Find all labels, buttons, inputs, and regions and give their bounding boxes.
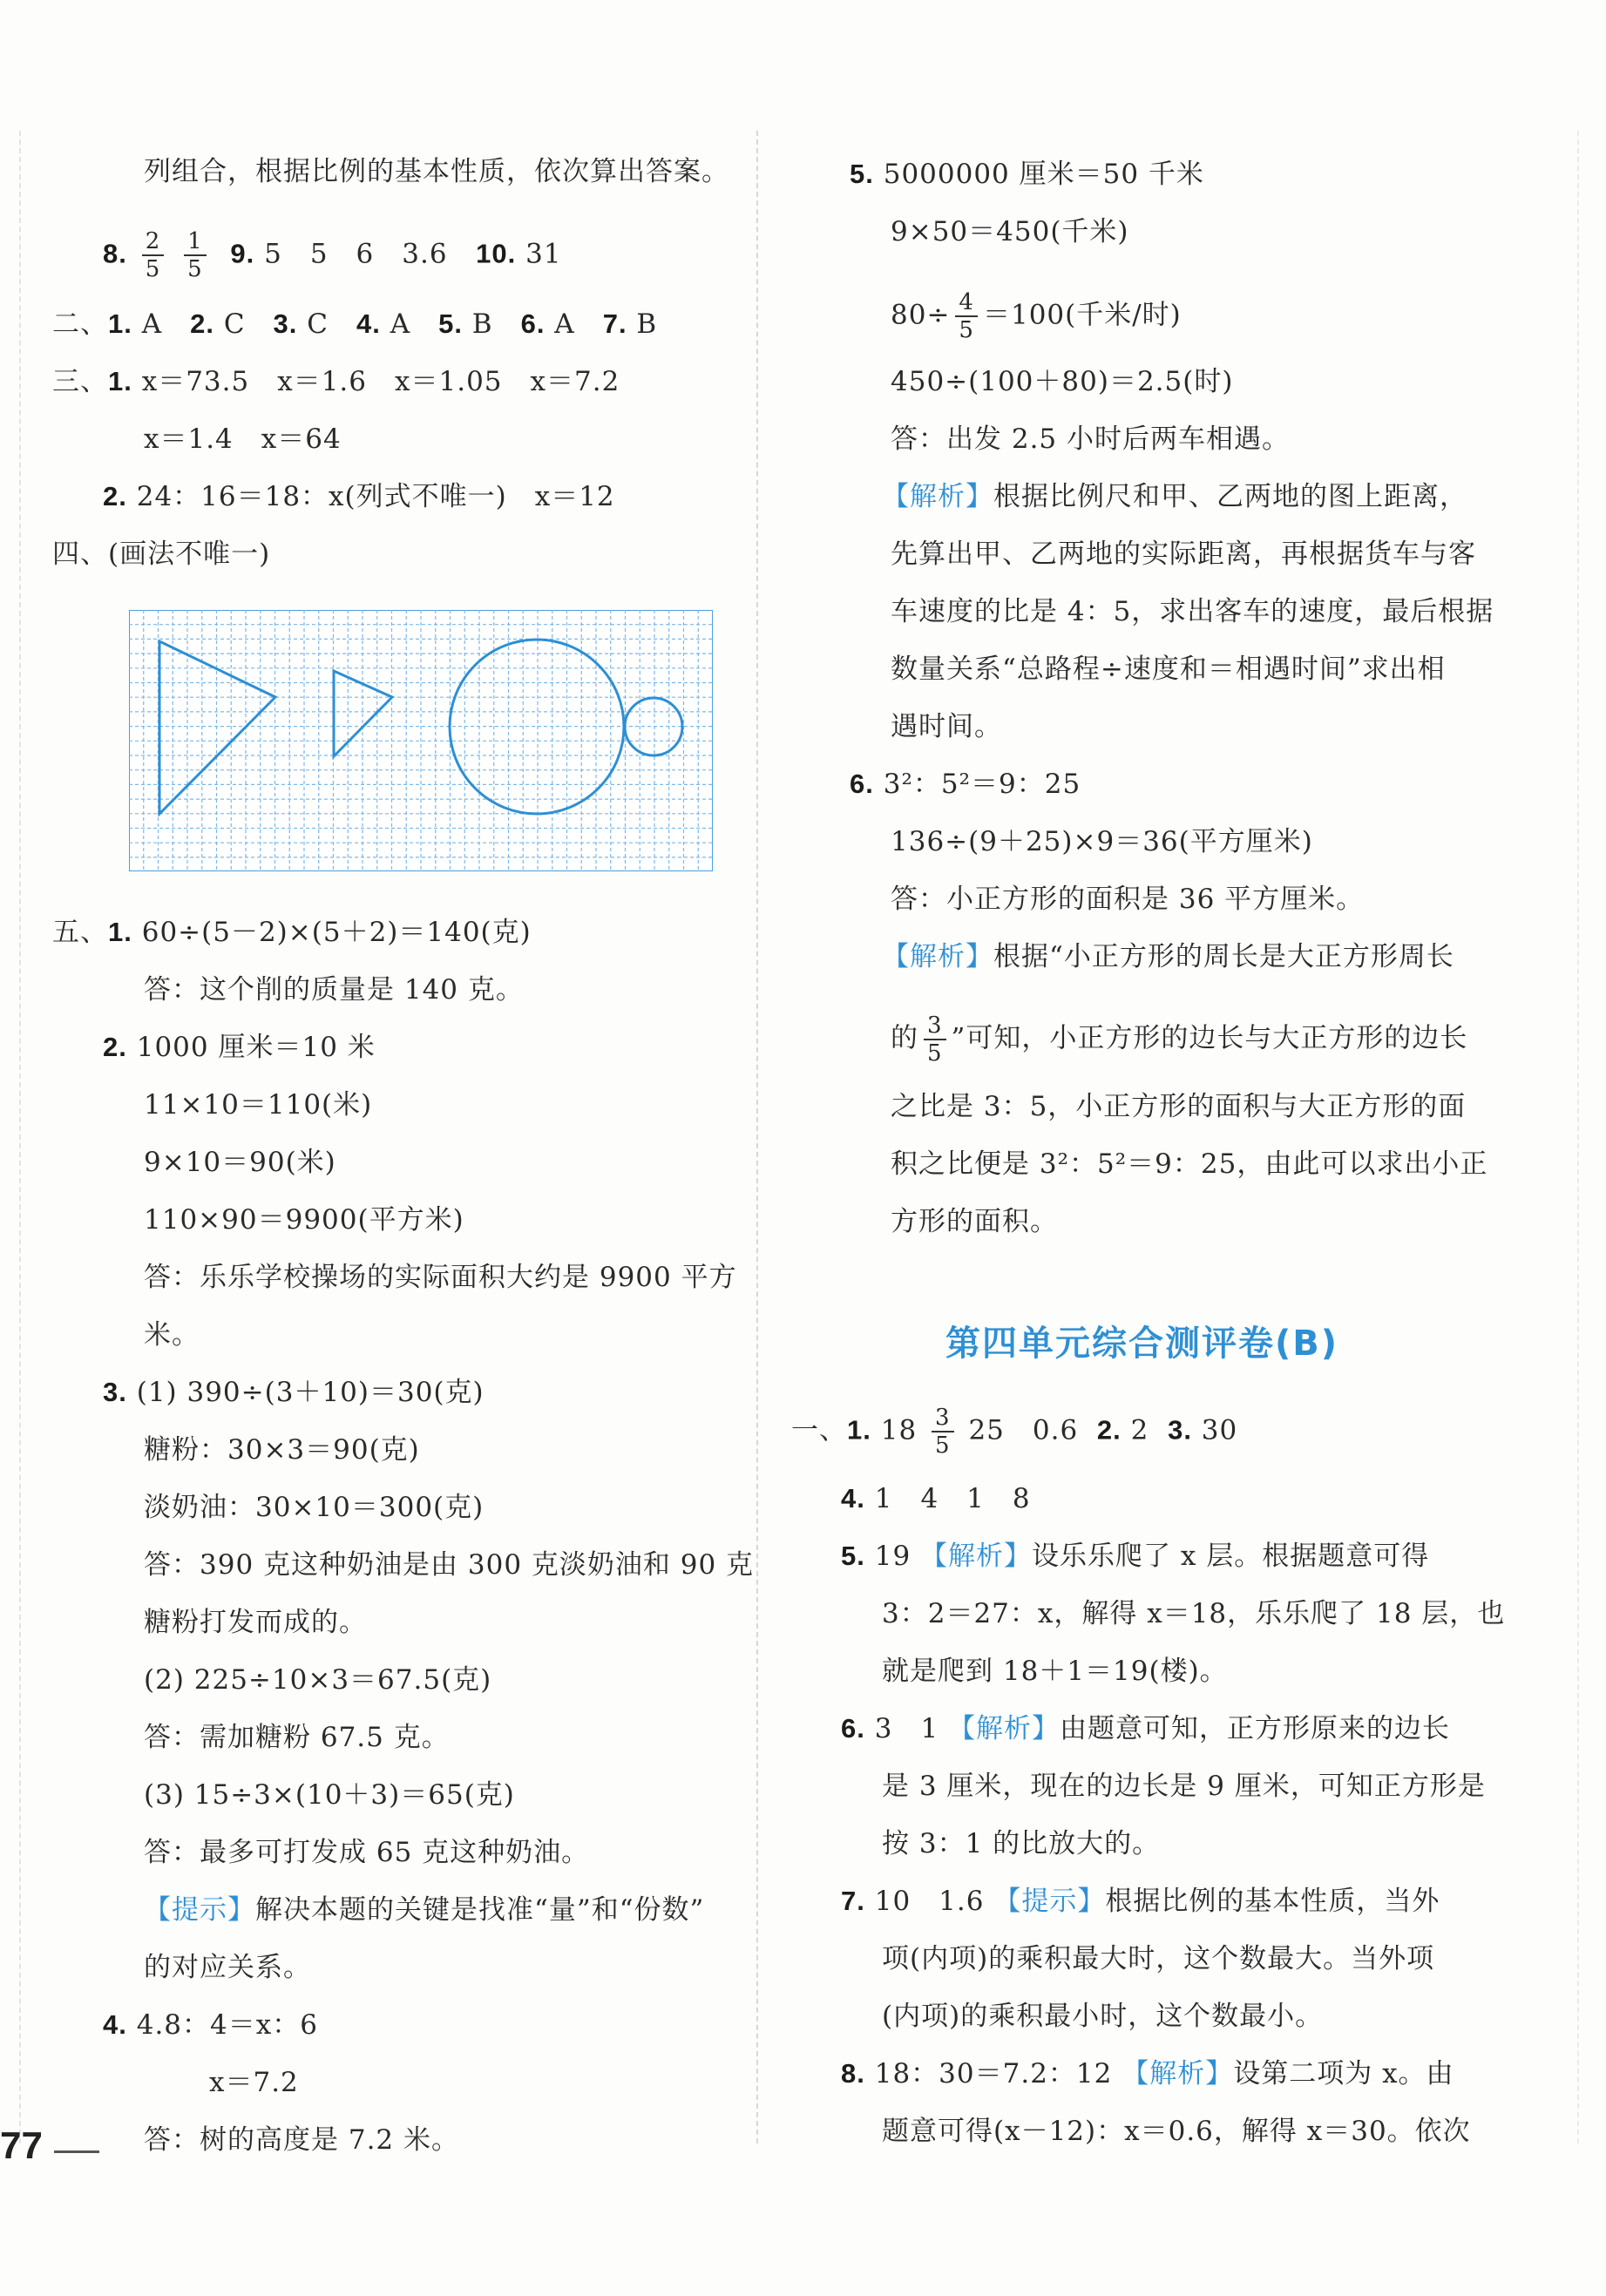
question-number: 4. xyxy=(841,1483,865,1514)
text-line: (3) 15÷3×(10＋3)＝65(克) xyxy=(144,1779,515,1811)
text-line: 答：小正方形的面积是 36 平方厘米。 xyxy=(891,884,1365,915)
answer-value: 4.8：4＝x：6 xyxy=(136,2009,318,2041)
question-number: 6. xyxy=(841,1713,865,1744)
q5-fraction-line: 80÷ $\frac{4}{5}$ ＝100(千米/时) xyxy=(891,289,1182,343)
analysis-line: 【解析】根据比例尺和甲、乙两地的图上距离， xyxy=(882,481,1467,512)
answer-value: 1000 厘米＝10 米 xyxy=(136,1032,376,1063)
section-5-q1 xyxy=(52,915,532,950)
text-line: 糖粉打发而成的。 xyxy=(144,1607,367,1638)
text-line: 9×50＝450(千米) xyxy=(891,216,1129,247)
analysis-tag: 【解析】 xyxy=(882,481,993,512)
text-line: 糖粉：30×3＝90(克) xyxy=(144,1434,420,1466)
text-line: 是 3 厘米，现在的边长是 9 厘米，可知正方形是 xyxy=(882,1771,1486,1802)
text-line: 答：树的高度是 7.2 米。 xyxy=(144,2124,460,2156)
section-3-q1 xyxy=(52,364,620,399)
answer-value: (1) 390÷(3＋10)＝30(克) xyxy=(136,1377,485,1408)
text-line: 淡奶油：30×10＝300(克) xyxy=(144,1492,485,1523)
question-number: 7. xyxy=(602,308,627,339)
choice-answer: C xyxy=(213,308,274,340)
section-5-q2 xyxy=(103,1030,376,1065)
choice-answer: B xyxy=(627,308,686,340)
fraction: $\frac{3}{5}$ xyxy=(924,1013,946,1067)
analysis-tag: 【解析】 xyxy=(1121,2058,1234,2089)
q6-line: 6. 3²：5²＝9：25 xyxy=(850,769,1081,800)
text-line: 米。 xyxy=(144,1319,200,1351)
choice-answer: B xyxy=(462,308,521,340)
question-number: 2. xyxy=(190,308,214,339)
text-line: 方形的面积。 xyxy=(891,1206,1058,1237)
text-line: x＝7.2 xyxy=(209,2067,299,2098)
text-line: 答：乐乐学校操场的实际面积大约是 9900 平方 xyxy=(144,1262,737,1293)
text-line: 的对应关系。 xyxy=(144,1952,311,1983)
grid-drawing xyxy=(129,610,713,871)
b-q6-line: 6. 3 1 【解析】由题意可知，正方形原来的边长 xyxy=(841,1713,1451,1744)
question-number: 3. xyxy=(273,308,298,339)
tip-line: 【提示】解决本题的关键是找准“量”和“份数” xyxy=(144,1894,705,1926)
choice-answer: A xyxy=(545,308,603,340)
question-number: 4. xyxy=(356,308,381,339)
text-line: 答：这个削的质量是 140 克。 xyxy=(144,974,524,1006)
b-q5-line: 5. 19 【解析】设乐乐爬了 x 层。根据题意可得 xyxy=(841,1541,1430,1572)
section-5-q4 xyxy=(103,2008,318,2042)
text-line: (内项)的乘积最小时，这个数最小。 xyxy=(882,2001,1324,2032)
text-line: 11×10＝110(米) xyxy=(144,1089,373,1121)
text-line: 按 3：1 的比放大的。 xyxy=(882,1828,1161,1859)
section-label: 三、 xyxy=(52,366,108,397)
question-number: 2. xyxy=(103,1032,127,1062)
choice-list xyxy=(108,308,685,340)
b-q4-line: 4. 1 4 1 8 xyxy=(841,1483,1031,1514)
text-line: 车速度的比是 4：5，求出客车的速度，最后根据 xyxy=(891,596,1494,627)
question-number: 6. xyxy=(850,769,874,799)
text-line: 项(内项)的乘积最大时，这个数最大。当外项 xyxy=(882,1943,1435,1974)
text-line: 遇时间。 xyxy=(891,711,1002,742)
answer-value: 31 xyxy=(525,238,562,270)
analysis-tag: 【解析】 xyxy=(882,941,993,972)
text-line: 列组合，根据比例的基本性质，依次算出答案。 xyxy=(144,156,729,187)
fraction: $\frac{4}{5}$ xyxy=(955,289,978,343)
question-number: 1. xyxy=(108,308,132,339)
text-line: 450÷(100＋80)＝2.5(时) xyxy=(891,366,1234,397)
text-line: 3：2＝27：x，解得 x＝18，乐乐爬了 18 层，也 xyxy=(882,1598,1506,1629)
grid-lines xyxy=(129,610,713,871)
question-number: 8. xyxy=(103,238,127,269)
analysis-tag: 【解析】 xyxy=(948,1713,1061,1744)
text-line: 先算出甲、乙两地的实际距离，再根据货车与客 xyxy=(891,538,1476,570)
text-line: 答：390 克这种奶油是由 300 克淡奶油和 90 克 xyxy=(144,1549,755,1581)
question-number: 3. xyxy=(1168,1414,1192,1446)
column-divider xyxy=(756,131,758,2144)
section-4-label: 四、(画法不唯一) xyxy=(52,538,271,570)
fraction: $\frac{1}{5}$ xyxy=(184,228,207,282)
section-2-answers xyxy=(52,307,685,342)
text-line: 110×90＝9900(平方米) xyxy=(144,1204,464,1236)
question-number: 9. xyxy=(230,238,255,269)
fraction: $\frac{2}{5}$ xyxy=(142,228,165,282)
question-number: 8. xyxy=(841,2058,865,2089)
question-number: 3. xyxy=(103,1377,127,1407)
answer-8-9-10 xyxy=(103,228,562,282)
left-margin-rule xyxy=(19,131,21,2144)
question-number: 2. xyxy=(103,481,127,511)
section-label: 二、 xyxy=(52,308,108,340)
question-number: 10. xyxy=(476,238,517,269)
text-line: 数量关系“总路程÷速度和＝相遇时间”求出相 xyxy=(891,654,1446,685)
b-q7-line: 7. 10 1.6 【提示】根据比例的基本性质，当外 xyxy=(841,1886,1440,1917)
answer-value: 24：16＝18：x(列式不唯一) x＝12 xyxy=(136,481,615,512)
tip-tag: 【提示】 xyxy=(993,1886,1106,1917)
text-line: 136÷(9＋25)×9＝36(平方厘米) xyxy=(891,826,1313,857)
text-line: 题意可得(x－12)：x＝0.6，解得 x＝30。依次 xyxy=(882,2116,1471,2147)
choice-answer: A xyxy=(380,308,439,340)
text-line: 9×10＝90(米) xyxy=(144,1147,336,1178)
choice-answer: C xyxy=(297,308,356,340)
text-line: 答：需加糖粉 67.5 克。 xyxy=(144,1722,450,1753)
b-section-1-line: 一、1. 18 $\frac{3}{5}$ 25 0.6 2. 2 3. 30 xyxy=(791,1405,1238,1459)
section-label: 五、 xyxy=(52,917,108,948)
q5-line: 5. 5000000 厘米＝50 千米 xyxy=(850,159,1204,190)
section-5-q3 xyxy=(103,1375,485,1410)
fraction: $\frac{3}{5}$ xyxy=(932,1405,954,1459)
tip-tag: 【提示】 xyxy=(144,1894,255,1926)
question-number: 1. xyxy=(108,366,132,396)
page-number-rule xyxy=(54,2150,99,2153)
choice-answer: A xyxy=(132,308,191,340)
section-3-q2 xyxy=(103,479,615,514)
analysis-line: 【解析】根据“小正方形的周长是大正方形周长 xyxy=(882,941,1454,972)
question-number: 5. xyxy=(850,159,874,189)
question-number: 4. xyxy=(103,2009,127,2040)
text-line: 之比是 3：5，小正方形的面积与大正方形的面 xyxy=(891,1091,1467,1122)
answer-value: 60÷(5－2)×(5＋2)＝140(克) xyxy=(141,917,532,948)
b-q8-line: 8. 18：30＝7.2：12 【解析】设第二项为 x。由 xyxy=(841,2058,1454,2089)
answer-value: x＝73.5 x＝1.6 x＝1.05 x＝7.2 xyxy=(141,366,620,397)
text-line: x＝1.4 x＝64 xyxy=(144,423,342,455)
question-number: 5. xyxy=(841,1541,865,1571)
answer-value: 5 5 6 3.6 xyxy=(264,238,448,270)
right-margin-rule xyxy=(1577,131,1579,2144)
page-number: 77 xyxy=(0,2124,43,2167)
question-number: 6. xyxy=(520,308,545,339)
text-line: 答：最多可打发成 65 克这种奶油。 xyxy=(144,1837,590,1868)
question-number: 7. xyxy=(841,1886,865,1916)
section-label: 一、 xyxy=(791,1414,847,1446)
text-line: 答：出发 2.5 小时后两车相遇。 xyxy=(891,423,1291,455)
question-number: 2. xyxy=(1096,1414,1121,1446)
text-line: 积之比便是 3²：5²＝9：25，由此可以求出小正 xyxy=(891,1148,1488,1180)
text-line: 就是爬到 18＋1＝19(楼)。 xyxy=(882,1656,1228,1687)
question-number: 1. xyxy=(108,917,132,947)
question-number: 1. xyxy=(847,1414,871,1446)
analysis-tag: 【解析】 xyxy=(920,1541,1033,1572)
text-line: (2) 225÷10×3＝67.5(克) xyxy=(144,1664,492,1696)
q6-fraction-line: 的 $\frac{3}{5}$ ”可知，小正方形的边长与大正方形的边长 xyxy=(891,1013,1468,1067)
section-title: 第四单元综合测评卷(B) xyxy=(945,1324,1339,1364)
question-number: 5. xyxy=(438,308,463,339)
